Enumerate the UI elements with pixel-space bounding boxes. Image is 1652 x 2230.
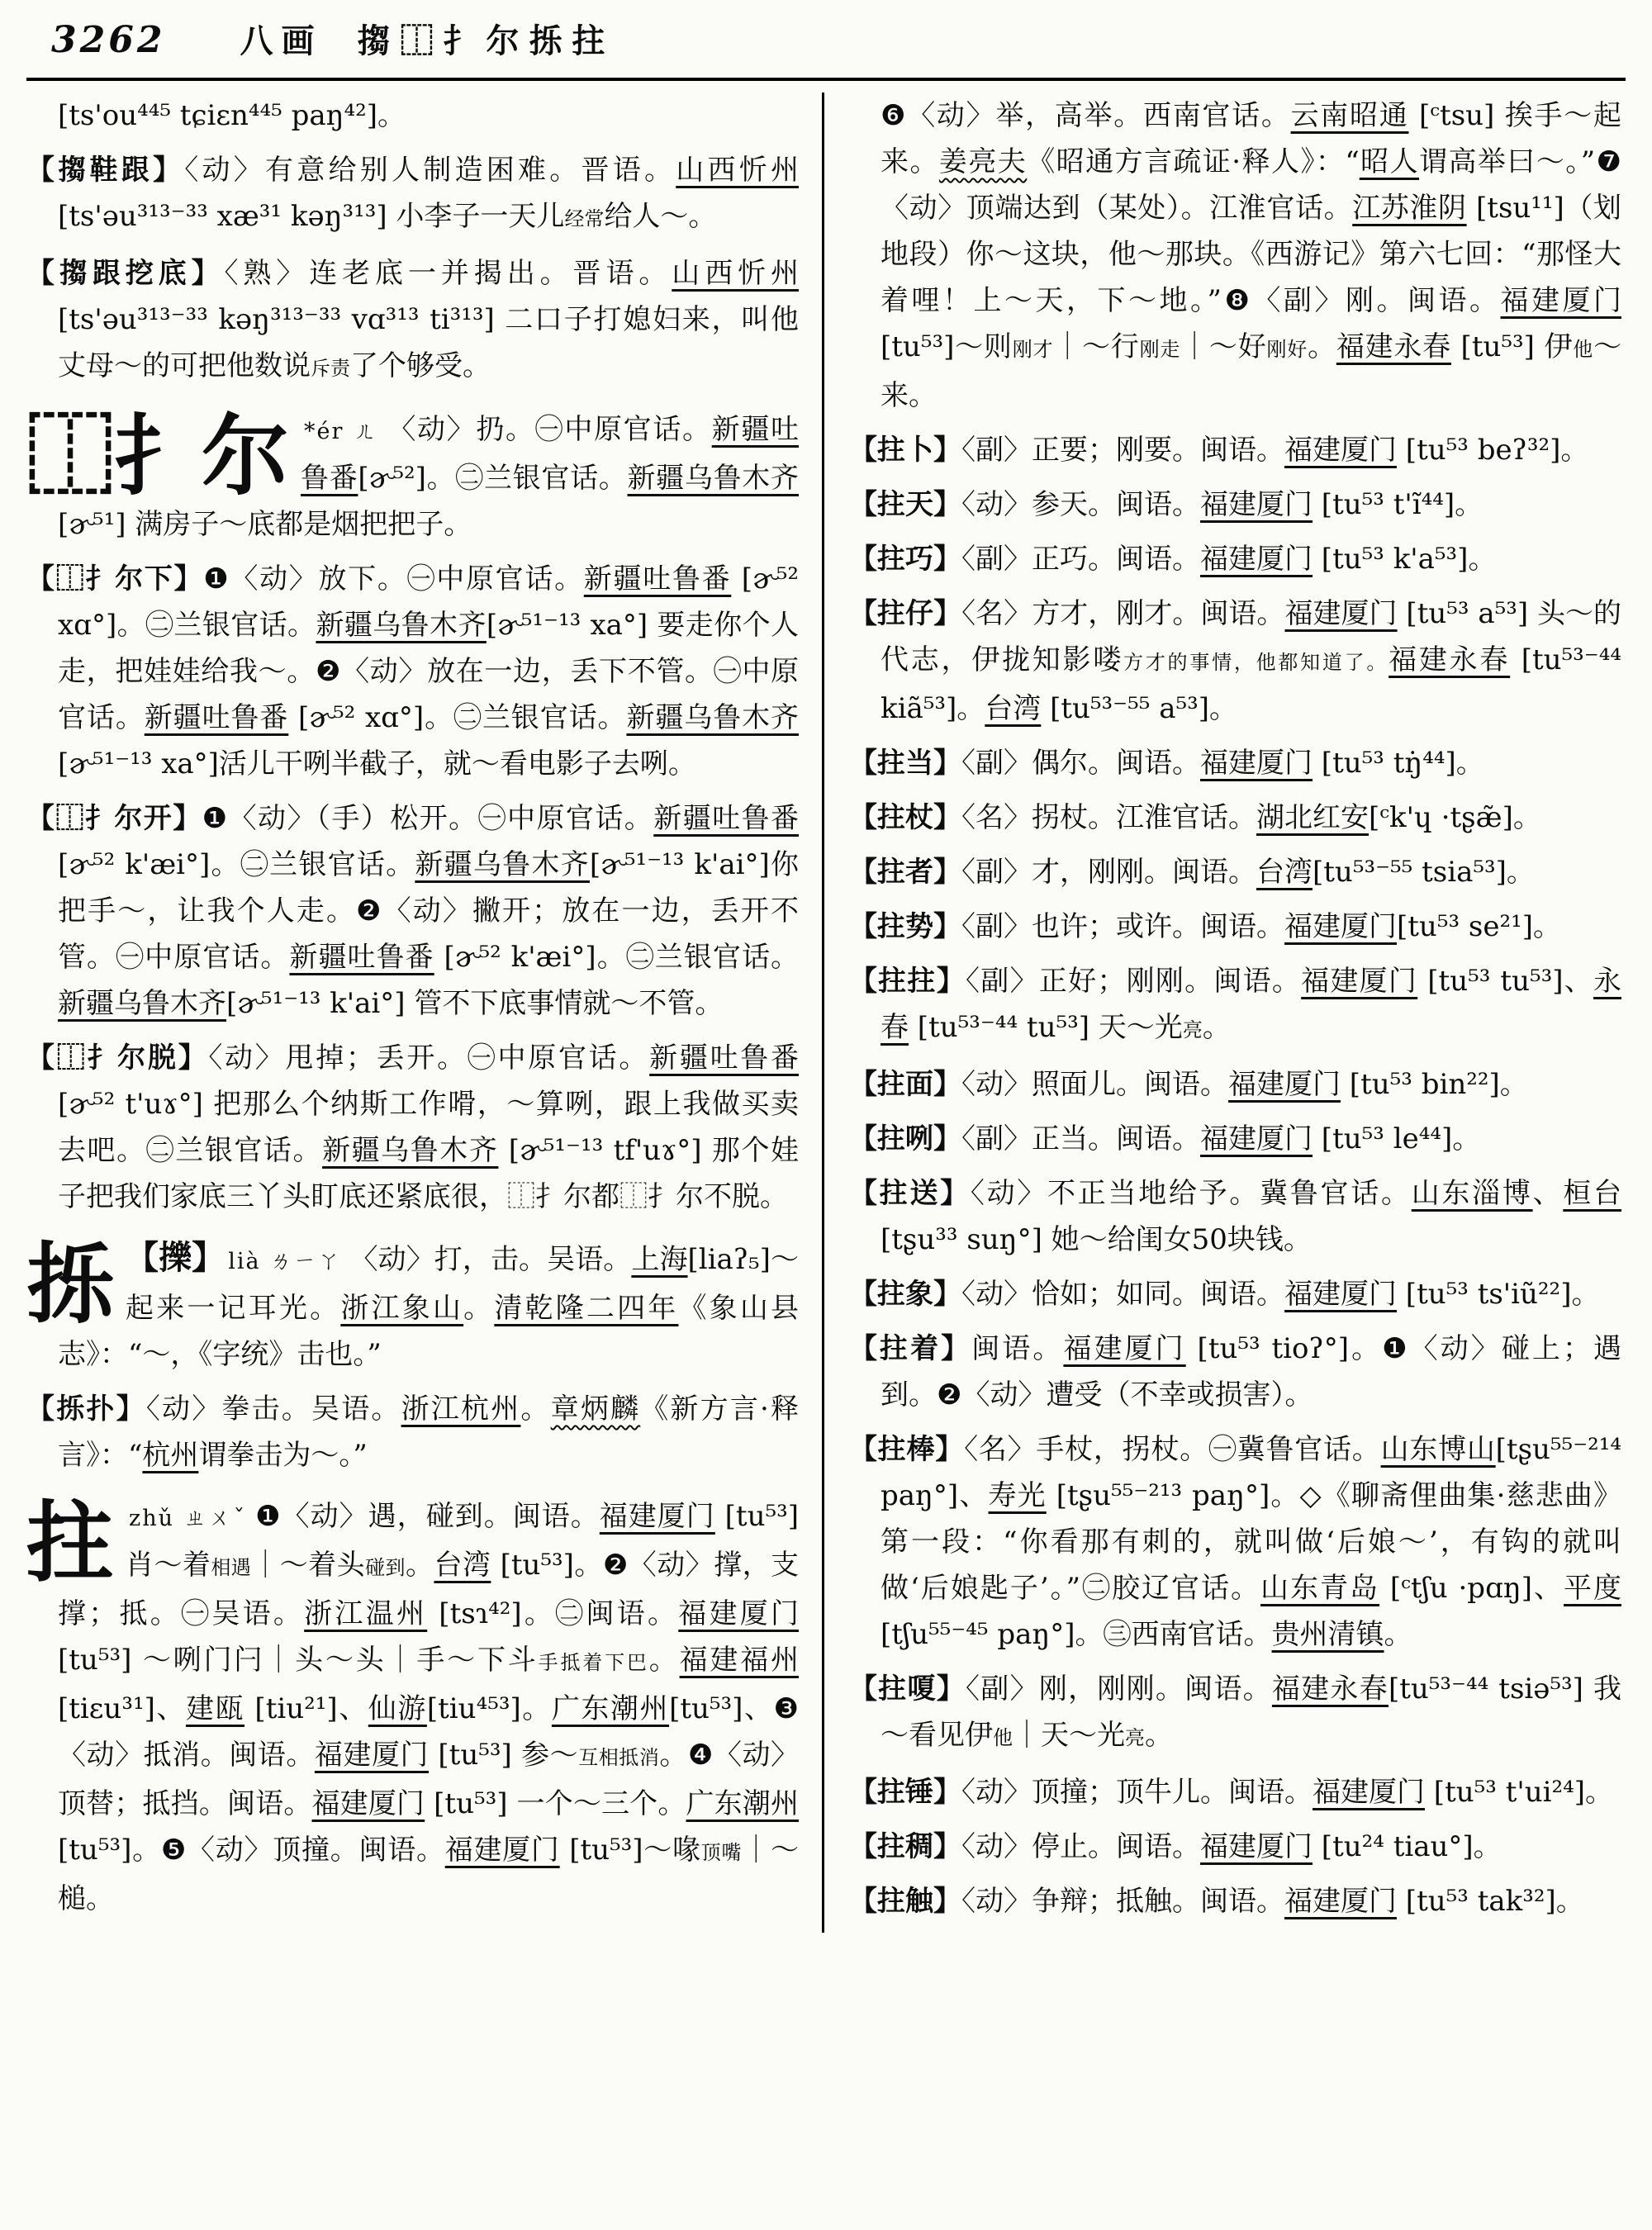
entry-text: 。: [648, 1644, 680, 1677]
place-name: 永春: [881, 965, 1622, 1044]
entry-text: [tu⁵³⁻⁵⁵ tsia⁵³]。: [1313, 856, 1535, 889]
place-name: 江苏淮阴: [1352, 192, 1467, 225]
entry-text: [tu⁵³ beʔ³²]。: [1397, 434, 1589, 467]
entry-text: [tu⁵³]～喙: [559, 1834, 701, 1867]
place-name: 新疆乌鲁木齐: [58, 987, 226, 1020]
entry-text: [ɚ⁵² xɑ°]。㊁兰银官话。: [58, 562, 799, 642]
dictionary-entry: [849, 1824, 1621, 1870]
dictionary-entry: [849, 1271, 1621, 1317]
traditional-form: 【擽】: [126, 1238, 225, 1277]
dictionary-entry: [849, 795, 1621, 841]
dictionary-entry: [849, 1769, 1621, 1815]
entry-text: [tu⁵³ se²¹]。: [1397, 910, 1561, 943]
entry-headword: 【⿰扌尔脱】: [26, 1041, 209, 1075]
place-name: 昭人: [1359, 145, 1420, 178]
entry-text: [ts'əu³¹³⁻³³ kəŋ³¹³⁻³³ vɑ³¹³ ti³¹³] 二口子打媳妇来，叫他丈母～的可把他数说: [58, 303, 799, 382]
entry-text: [tu⁵³]。❷〈动〉撑，支撑；抵。㊀吴语。: [58, 1549, 800, 1630]
entry-text: 、: [1532, 1177, 1564, 1210]
entry-text: 。: [463, 1292, 495, 1325]
entry-text: [tu⁵³ ts'iũ²²]。: [1397, 1278, 1600, 1311]
dictionary-entry: [849, 427, 1621, 473]
gloss-small: 碰到: [365, 1556, 406, 1579]
place-name: 新疆乌鲁木齐: [626, 701, 800, 734]
entry-text: 〈副〉正好；刚刚。闽语。: [966, 965, 1302, 998]
entry-headword: 【拄嗄】: [849, 1672, 966, 1706]
entry-text: 〈副〉偶尔。闽语。: [961, 747, 1200, 780]
entry-text: 。: [520, 1393, 551, 1426]
entry-text: ｜～槌。: [58, 1834, 800, 1915]
entry-headword: 【⿰扌尔开】: [26, 802, 202, 835]
place-name: 福建福州: [679, 1644, 800, 1677]
dictionary-entry: [26, 795, 799, 1027]
entry-text: 〈副〉正巧。闽语。: [961, 543, 1200, 576]
entry-text: [tu⁵³] 参～: [429, 1739, 579, 1772]
place-name: 清乾隆二四年: [494, 1292, 679, 1325]
entry-headword: 【⿰扌尔下】: [26, 562, 204, 595]
entry-text: 〈熟〉连老底一并揭出。晋语。: [224, 257, 672, 290]
entry-headword: 【拄着】: [849, 1332, 972, 1365]
place-name: 福建厦门: [1500, 284, 1621, 317]
dictionary-entry: [849, 1878, 1621, 1924]
entry-text: 。: [1145, 1719, 1173, 1752]
gloss-small: 亮: [1125, 1726, 1145, 1749]
entry-text: [ɚ⁵¹⁻¹³ xa°]活儿干咧半截子，就～看电影子去咧。: [58, 747, 696, 780]
entry-text: 〈副〉正当。闽语。: [961, 1122, 1200, 1155]
gloss-small: 顶嘴: [700, 1841, 743, 1864]
dictionary-entry: [849, 591, 1621, 732]
place-name: 山东淄博: [1411, 1177, 1533, 1210]
entry-text: [tu⁵³ a⁵³] 头～的代志，伊拢知影喽: [881, 597, 1622, 676]
entry-text: 〈动〉争辩；抵触。闽语。: [961, 1885, 1284, 1918]
entry-headword: 【拄仔】: [849, 597, 962, 630]
entry-text: [ᶜtʃu ·pɑŋ]、: [1379, 1572, 1564, 1605]
place-name: 福建厦门: [1200, 543, 1313, 576]
text-columns: [26, 93, 1626, 1933]
entry-text: [tu⁵³ t'ui²⁴]。: [1425, 1776, 1614, 1809]
page-header: [26, 15, 1626, 73]
entry-text: 〈副〉刚，刚刚。闽语。: [966, 1672, 1272, 1706]
place-name: 湖北红安: [1256, 801, 1369, 834]
entry-text: ❶〈动〉放下。㊀中原官话。: [203, 562, 584, 595]
entry-text: 《象山县志》：“～，《字统》击也。”: [58, 1292, 800, 1371]
place-name: 新疆乌鲁木齐: [322, 1134, 499, 1167]
place-name: 福建厦门: [678, 1597, 800, 1630]
gloss-small: 方才的事情，他都知道了。: [1123, 651, 1389, 674]
place-name: 福建厦门: [1228, 1068, 1341, 1101]
place-name: 福建永春: [1389, 643, 1511, 676]
place-name: 新疆乌鲁木齐: [316, 609, 487, 642]
section-characters: 搊⿰扌尔㧰拄: [357, 21, 615, 60]
gloss-small: 刚走: [1139, 338, 1181, 361]
entry-text: 〈动〉有意给别人制造困难。晋语。: [184, 154, 676, 187]
entry-text: 〈动〉恰如；如同。闽语。: [961, 1278, 1284, 1311]
entry-text: [tu⁵³] 伊: [1450, 330, 1574, 363]
entry-text: [tu⁵³⁻⁴⁴ tu⁵³] 天～光: [909, 1011, 1183, 1044]
place-name: 新疆乌鲁木齐: [627, 462, 799, 495]
entry-headword: 【拄巧】: [849, 543, 961, 576]
place-name: 新疆吐鲁番: [649, 1041, 800, 1075]
entry-headword: 【拄者】: [849, 856, 961, 889]
entry-text: [ɚ⁵¹⁻¹³ k'ai°] 管不下底事情就～不管。: [226, 987, 724, 1020]
gloss-small: 他: [993, 1726, 1013, 1749]
entry-text: ｜～好: [1180, 330, 1267, 363]
entry-text: 。: [1308, 330, 1336, 363]
entry-text: ｜天～光: [1013, 1719, 1125, 1752]
gloss-small: 经常: [564, 207, 605, 230]
entry-text: 〈名〉方才，刚才。闽语。: [961, 597, 1285, 630]
entry-text: 〈动〉扔。㊀中原官话。: [387, 413, 712, 446]
place-name: 上海: [631, 1243, 688, 1276]
entry-text: 〈副〉才，刚刚。闽语。: [961, 856, 1256, 889]
entry-text: ｜～着头: [251, 1549, 366, 1582]
dictionary-entry: [849, 1326, 1621, 1418]
entry-text: 闽语。: [971, 1332, 1064, 1365]
place-name: 山西忻州: [676, 154, 799, 187]
dictionary-entry: [849, 740, 1621, 786]
entry-headword: 【拄象】: [849, 1278, 961, 1311]
place-name: 福建厦门: [1284, 910, 1397, 943]
entry-text: 谓拳击为～。”: [198, 1439, 368, 1472]
entry-headword: 【拄触】: [849, 1885, 961, 1918]
place-name: 台湾: [985, 692, 1042, 725]
place-name: 福建厦门: [1284, 1885, 1397, 1918]
place-name: 福建厦门: [1284, 597, 1398, 630]
entry-text: [liaʔ₅]～起来一记耳光。: [126, 1243, 800, 1325]
dictionary-entry: [849, 1170, 1621, 1263]
entry-text: [tu⁵³ t'ĩ⁴⁴]。: [1313, 488, 1483, 521]
entry-text: [tsɿ⁴²]。㊁闽语。: [427, 1597, 679, 1630]
place-name: 新疆吐鲁番: [144, 701, 289, 734]
place-name: 福建厦门: [599, 1500, 715, 1533]
dictionary-entry: [849, 1116, 1621, 1162]
place-name: 福建永春: [1271, 1672, 1389, 1706]
entry-text: 《昭通方言疏证·释人》：“: [1027, 145, 1360, 178]
place-name: 新疆吐鲁番: [289, 941, 434, 974]
entry-text: [tu⁵³ bin²²]。: [1341, 1068, 1528, 1101]
entry-text: ❶〈动〉遇，碰到。闽语。: [255, 1500, 600, 1533]
entry-text: 给人～。: [604, 200, 717, 233]
dictionary-entry: [849, 482, 1621, 528]
entry-text: 〈动〉照面儿。闽语。: [961, 1068, 1228, 1101]
entry-text: [tu⁵³] 一个～三个。: [425, 1787, 686, 1820]
entry-headword: 【拄天】: [849, 488, 961, 521]
place-name: 浙江温州: [304, 1597, 428, 1630]
gloss-small: 刚才: [1012, 338, 1054, 361]
place-name: 福建厦门: [1200, 488, 1313, 521]
place-name: 台湾: [434, 1549, 491, 1582]
left-column: [26, 93, 822, 1933]
stroke-count-label: 八画: [240, 21, 323, 60]
entry-text: [ɚ⁵²]。㊁兰银官话。: [358, 462, 628, 495]
entry-headword: 【拄送】: [849, 1177, 971, 1210]
entry-text: [tiu²¹]、: [244, 1692, 368, 1725]
entry-text: [tu⁵³ tŋ̇⁴⁴]。: [1313, 747, 1484, 780]
place-name: 福建厦门: [1200, 1122, 1313, 1155]
entry-text: [ɚ⁵² k'æi°]。㊁兰银官话。: [434, 941, 800, 974]
entry-text: 〈动〉打，击。吴语。: [349, 1243, 632, 1276]
place-name: 云南昭通: [1290, 99, 1409, 132]
dictionary-entry: [26, 93, 799, 139]
dictionary-entry: [849, 536, 1621, 582]
place-name: 新疆吐鲁番: [583, 562, 732, 595]
entry-text: [tu⁵³]、❸〈动〉抵消。闽语。: [58, 1692, 800, 1772]
place-name: 福建永春: [1336, 330, 1451, 363]
entry-text: [tʂu³³ suŋ°] 她～给闺女50块钱。: [881, 1223, 1312, 1256]
entry-text: 〈动〉拳击。吴语。: [145, 1393, 401, 1426]
entry-text: 〈动〉顶撞；顶牛儿。闽语。: [961, 1776, 1313, 1809]
right-column: [822, 93, 1621, 1933]
place-name: 福建厦门: [1313, 1776, 1425, 1809]
entry-text: [tu⁵³ tak³²]。: [1397, 1885, 1584, 1918]
entry-text: [tu⁵³ k'a⁵³]。: [1313, 543, 1497, 576]
dictionary-entry: [849, 904, 1621, 950]
person-name: 姜亮夫: [938, 145, 1028, 178]
entry-text: [ɚ⁵¹⁻¹³ xa°] 要走你个人走，把娃娃给我～。❷〈动〉放在一边，丢下不管。㊀中原官话。: [58, 609, 799, 734]
place-name: 广东潮州: [686, 1787, 800, 1820]
entry-text: [tʃu⁵⁵⁻⁴⁵ paŋ°]。㊂西南官话。: [881, 1618, 1272, 1651]
entry-text: ～来。: [881, 330, 1622, 412]
place-name: 福建厦门: [314, 1739, 430, 1772]
gloss-small: 相遇: [211, 1556, 252, 1579]
dictionary-entry: [26, 1386, 799, 1478]
entry-text: 。: [1202, 1011, 1231, 1044]
dictionary-entry: [26, 556, 799, 787]
place-name: 福建厦门: [1200, 1830, 1313, 1863]
entry-text: [tu⁵³ tioʔ°]。❶〈动〉碰上；遇到。❷〈动〉遭受（不幸或损害）。: [881, 1332, 1622, 1412]
entry-text: 《新方言·释言》：“: [58, 1393, 800, 1472]
place-name: 福建厦门: [311, 1787, 425, 1820]
place-name: 广东潮州: [551, 1692, 670, 1725]
entry-text: [tu⁵³ le⁴⁴]。: [1313, 1122, 1481, 1155]
gloss-small: 斥责: [311, 357, 350, 380]
dictionary-entry: [849, 93, 1621, 419]
entry-text: [tʂu⁵⁵⁻²¹³ paŋ°]。◇《聊斋俚曲集·慈悲曲》第一段：“你看那有刺的，就叫做‘后娘～’，有钩的就叫做‘后娘匙子’。”㊁胶辽官话。: [881, 1479, 1621, 1605]
gloss-small: 互相抵消: [578, 1746, 660, 1769]
entry-headword: 【搊跟挖底】: [26, 257, 225, 290]
place-name: 建瓯: [185, 1692, 245, 1725]
page-number: 3262: [51, 19, 166, 61]
dictionary-entry: [26, 1035, 799, 1220]
entry-headword: 【拄面】: [849, 1068, 961, 1101]
entry-text: [ɚ⁵¹⁻¹³ k'ai°]你把手～，让我个人走。❷〈动〉撇开；放在一边，丢开不管。㊀中原官话。: [58, 848, 799, 974]
entry-text: 〈副〉正要；刚要。闽语。: [961, 434, 1284, 467]
gloss-small: 亮: [1182, 1018, 1203, 1041]
place-name: 福建厦门: [1301, 965, 1418, 998]
entry-text: 。❹〈动〉顶替；抵挡。闽语。: [58, 1739, 800, 1820]
entry-text: [tu⁵³] ～咧门闩｜头～头｜手～下斗: [58, 1644, 539, 1677]
entry-text: 〈动〉不正当地给予。冀鲁官话。: [970, 1177, 1412, 1210]
entry-headword: 【拄拄】: [849, 965, 966, 998]
place-name: 浙江象山: [340, 1292, 464, 1325]
entry-text: [ɚ⁵² k'æi°]。㊁兰银官话。: [58, 848, 415, 881]
entry-text: 谓高举曰～。”❼〈动〉顶端达到（某处）。江淮官话。: [881, 145, 1621, 225]
place-name: 贵州清镇: [1271, 1618, 1384, 1651]
head-character: ⿰扌尔: [26, 404, 289, 507]
entry-text: [tiɛu³¹]、: [58, 1692, 186, 1725]
head-character: 拄: [26, 1491, 114, 1594]
entry-headword: 【拄咧】: [849, 1122, 961, 1155]
entry-headword: 【拄稠】: [849, 1830, 961, 1863]
dictionary-entry: [26, 406, 799, 548]
place-name: 杭州: [142, 1439, 199, 1472]
entry-text: [ᶜk'ɥ ·tʂæ̃]。: [1369, 801, 1541, 834]
dictionary-entry: [26, 250, 799, 391]
entry-text: [tu⁵³⁻⁴⁴ kiã⁵³]。: [881, 643, 1622, 725]
entry-text: 〈名〉手杖，拐杖。㊀冀鲁官话。: [964, 1433, 1381, 1466]
dictionary-entry: [849, 1061, 1621, 1108]
entry-text: [tu⁵³]～则: [881, 330, 1013, 363]
entry-headword: 【拄当】: [849, 747, 961, 780]
entry-text: [ts'ou⁴⁴⁵ tɕiɛn⁴⁴⁵ paŋ⁴²]。: [58, 99, 406, 132]
entry-text: [tiu⁴⁵³]。: [426, 1692, 552, 1725]
gloss-small: 他: [1573, 338, 1594, 361]
dictionary-entry: [849, 1426, 1621, 1658]
pronunciation: zhǔ ㄓㄨˇ: [129, 1506, 248, 1531]
entry-text: 〈副〉也许；或许。闽语。: [961, 910, 1284, 943]
place-name: 仙游: [368, 1692, 427, 1725]
place-name: 新疆吐鲁番: [653, 802, 800, 835]
entry-text: [ɚ⁵¹⁻¹³ tf'uɤ°] 那个娃子把我们家底三丫头盯底还紧底很，⿰扌尔都⿰扌尔不脱。: [58, 1134, 800, 1213]
place-name: 新疆乌鲁木齐: [415, 848, 590, 881]
place-name: 福建厦门: [1200, 747, 1313, 780]
entry-text: 〈动〉甩掉；丢开。㊀中原官话。: [208, 1041, 650, 1075]
pronunciation: lià ㄌㄧㄚ: [228, 1249, 342, 1274]
entry-text: [ɚ⁵² t'uɤ°] 把那么个纳斯工作嗗，～算咧，跟上我做买卖去吧。㊁兰银官话。: [58, 1088, 799, 1167]
place-name: 平度: [1564, 1572, 1622, 1605]
entry-text: ｜～行: [1053, 330, 1140, 363]
gloss-small: 刚好: [1266, 338, 1308, 361]
entry-text: [ɚ⁵² xɑ°]。㊁兰银官话。: [288, 701, 627, 734]
entry-text: [tu⁵³ tu⁵³]、: [1417, 965, 1594, 998]
gloss-small: 手抵着下巴: [538, 1651, 649, 1674]
entry-text: 〈名〉拐杖。江淮官话。: [961, 801, 1256, 834]
head-character: 㧰: [26, 1232, 114, 1336]
entry-headword: 【拄杖】: [849, 801, 961, 834]
entry-text: 了个够受。: [350, 349, 491, 382]
entry-headword: 【拄势】: [849, 910, 961, 943]
entry-text: [tu⁵³] 肖～着: [126, 1500, 799, 1582]
place-name: 新疆吐鲁番: [301, 413, 800, 495]
entry-headword: 【㧰扑】: [26, 1393, 146, 1426]
place-name: 台湾: [1256, 856, 1313, 889]
place-name: 福建厦门: [1063, 1332, 1186, 1365]
place-name: 寿光: [988, 1479, 1047, 1512]
entry-text: 〈动〉停止。闽语。: [961, 1830, 1200, 1863]
entry-headword: 【搊鞋跟】: [26, 154, 185, 187]
person-name: 章炳麟: [550, 1393, 641, 1426]
pronunciation: *ér ㄦ: [304, 419, 380, 444]
entry-text: 〈动〉参天。闽语。: [961, 488, 1200, 521]
header-rule: [26, 78, 1626, 81]
entry-text: [tu⁵³]。❺〈动〉顶撞。闽语。: [58, 1834, 445, 1867]
dictionary-entry: [26, 147, 799, 242]
dictionary-entry: [26, 1493, 799, 1922]
place-name: 福建厦门: [1284, 1278, 1397, 1311]
entry-headword: 【拄棒】: [849, 1433, 965, 1466]
dictionary-entry: [26, 1232, 800, 1378]
dictionary-entry: [849, 849, 1621, 895]
place-name: 浙江杭州: [401, 1393, 521, 1426]
dictionary-entry: [849, 958, 1621, 1053]
entry-text: 。: [405, 1549, 434, 1582]
place-name: 山东青岛: [1260, 1572, 1380, 1605]
entry-text: [tu²⁴ tiau°]。: [1313, 1830, 1502, 1863]
entry-text: ❻〈动〉举，高举。西南官话。: [881, 99, 1291, 132]
entry-text: ❶〈动〉（手）松开。㊀中原官话。: [202, 802, 654, 835]
entry-text: [ɚ⁵¹] 满房子～底都是烟把把子。: [58, 508, 472, 541]
entry-headword: 【拄锤】: [849, 1776, 961, 1809]
place-name: 福建厦门: [1284, 434, 1397, 467]
place-name: 桓台: [1563, 1177, 1622, 1210]
place-name: 山东博山: [1380, 1433, 1496, 1466]
entry-text: [ts'əu³¹³⁻³³ xæ³¹ kəŋ³¹³] 小李子一天儿: [58, 200, 565, 233]
entry-text: [tu⁵³⁻⁴⁴ tsiə⁵³] 我～看见伊: [881, 1672, 1622, 1752]
entry-text: [tsu¹¹]（划地段）你～这块，他～那块。《西游记》第六七回：“那怪大着哩！上～天，下～地。”❽〈副〉刚。闽语。: [881, 192, 1622, 317]
entry-headword: 【拄卜】: [849, 434, 961, 467]
place-name: 福建厦门: [444, 1834, 560, 1867]
entry-text: [tʂu⁵⁵⁻²¹⁴ paŋ°]、: [881, 1433, 1622, 1512]
place-name: 山西忻州: [672, 257, 800, 290]
entry-text: 。: [1384, 1618, 1412, 1651]
dictionary-entry: [849, 1666, 1621, 1761]
entry-text: [tu⁵³⁻⁵⁵ a⁵³]。: [1041, 692, 1237, 725]
entry-text: [ᶜtsu] 挨手～起来。: [881, 99, 1621, 178]
